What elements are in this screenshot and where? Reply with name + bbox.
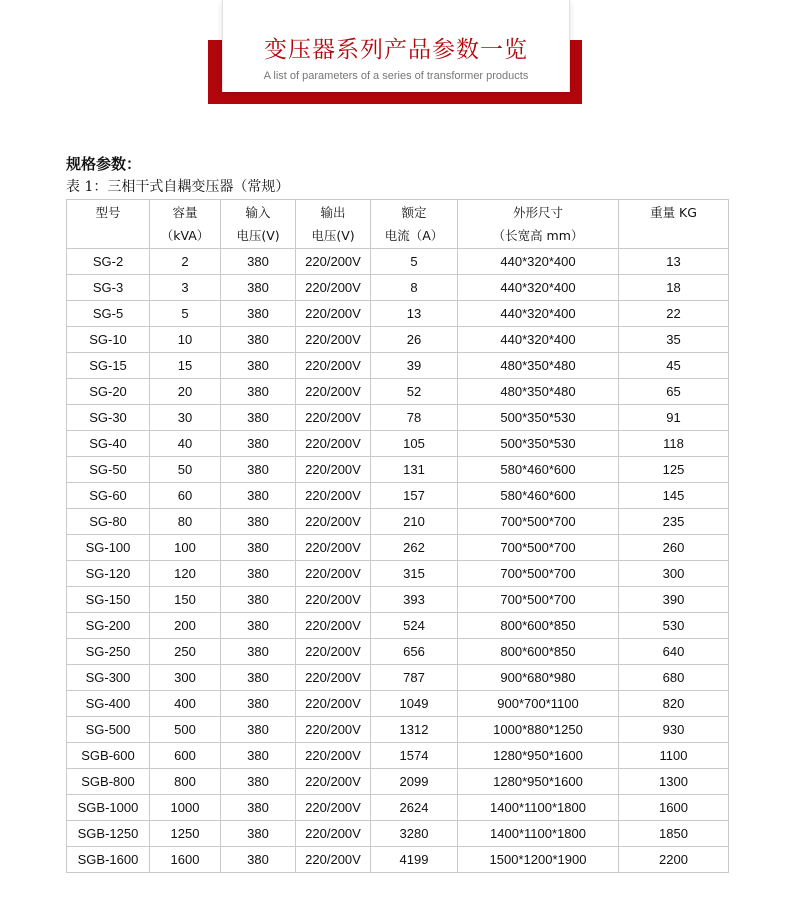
column-header-line1: 型号 <box>95 205 121 220</box>
parameters-table <box>66 199 729 873</box>
table-cell-input-voltage: 380 <box>221 379 296 405</box>
table-cell-dimensions: 800*600*850 <box>458 613 619 639</box>
table-cell-weight: 1300 <box>619 769 729 795</box>
table-cell-dimensions: 1500*1200*1900 <box>458 847 619 873</box>
table-cell-capacity: 15 <box>150 353 221 379</box>
table-row <box>67 821 729 847</box>
table-cell-weight: 1100 <box>619 743 729 769</box>
table-cell-capacity: 40 <box>150 431 221 457</box>
table-cell-dimensions: 700*500*700 <box>458 561 619 587</box>
table-cell-model: SG-200 <box>67 613 150 639</box>
table-cell-model: SGB-1600 <box>67 847 150 873</box>
table-cell-rated-current: 52 <box>371 379 458 405</box>
table-cell-capacity: 100 <box>150 535 221 561</box>
table-cell-model: SG-300 <box>67 665 150 691</box>
table-cell-input-voltage: 380 <box>221 743 296 769</box>
table-cell-output-voltage: 220/200V <box>296 431 371 457</box>
table-cell-input-voltage: 380 <box>221 561 296 587</box>
table-cell-model: SG-150 <box>67 587 150 613</box>
table-cell-output-voltage: 220/200V <box>296 249 371 275</box>
table-cell-rated-current: 210 <box>371 509 458 535</box>
table-cell-capacity: 600 <box>150 743 221 769</box>
table-cell-output-voltage: 220/200V <box>296 691 371 717</box>
table-cell-capacity: 20 <box>150 379 221 405</box>
table-cell-rated-current: 262 <box>371 535 458 561</box>
table-cell-dimensions: 480*350*480 <box>458 353 619 379</box>
table-cell-output-voltage: 220/200V <box>296 275 371 301</box>
table-cell-dimensions: 440*320*400 <box>458 327 619 353</box>
table-row <box>67 561 729 587</box>
table-cell-output-voltage: 220/200V <box>296 483 371 509</box>
table-cell-rated-current: 1574 <box>371 743 458 769</box>
table-cell-weight: 820 <box>619 691 729 717</box>
column-header-line1: 额定 <box>401 205 427 220</box>
table-cell-output-voltage: 220/200V <box>296 613 371 639</box>
table-cell-input-voltage: 380 <box>221 535 296 561</box>
table-cell-dimensions: 900*680*980 <box>458 665 619 691</box>
table-cell-rated-current: 105 <box>371 431 458 457</box>
table-cell-capacity: 150 <box>150 587 221 613</box>
table-cell-capacity: 5 <box>150 301 221 327</box>
table-cell-output-voltage: 220/200V <box>296 535 371 561</box>
table-row <box>67 691 729 717</box>
table-cell-capacity: 200 <box>150 613 221 639</box>
table-cell-weight: 13 <box>619 249 729 275</box>
column-header-line1: 输入 <box>245 205 271 220</box>
table-cell-output-voltage: 220/200V <box>296 769 371 795</box>
table-cell-model: SG-20 <box>67 379 150 405</box>
table-row <box>67 249 729 275</box>
table-cell-dimensions: 580*460*600 <box>458 457 619 483</box>
table-row <box>67 379 729 405</box>
table-cell-output-voltage: 220/200V <box>296 587 371 613</box>
table-row <box>67 795 729 821</box>
table-row <box>67 587 729 613</box>
table-cell-input-voltage: 380 <box>221 665 296 691</box>
table-cell-dimensions: 1000*880*1250 <box>458 717 619 743</box>
table-cell-input-voltage: 380 <box>221 353 296 379</box>
table-cell-input-voltage: 380 <box>221 327 296 353</box>
table-cell-rated-current: 3280 <box>371 821 458 847</box>
table-cell-output-voltage: 220/200V <box>296 717 371 743</box>
table-cell-rated-current: 524 <box>371 613 458 639</box>
table-cell-dimensions: 440*320*400 <box>458 301 619 327</box>
table-cell-rated-current: 26 <box>371 327 458 353</box>
table-cell-input-voltage: 380 <box>221 717 296 743</box>
table-cell-rated-current: 131 <box>371 457 458 483</box>
table-cell-weight: 65 <box>619 379 729 405</box>
table-row <box>67 535 729 561</box>
column-header-line2 <box>619 224 728 247</box>
table-cell-dimensions: 440*320*400 <box>458 275 619 301</box>
table-cell-weight: 640 <box>619 639 729 665</box>
table-cell-model: SG-80 <box>67 509 150 535</box>
table-cell-model: SGB-800 <box>67 769 150 795</box>
table-cell-model: SGB-600 <box>67 743 150 769</box>
table-cell-model: SG-30 <box>67 405 150 431</box>
column-header-line2: （kVA） <box>160 228 210 243</box>
table-cell-rated-current: 157 <box>371 483 458 509</box>
table-cell-capacity: 400 <box>150 691 221 717</box>
table-cell-model: SG-3 <box>67 275 150 301</box>
table-cell-model: SG-120 <box>67 561 150 587</box>
table-cell-input-voltage: 380 <box>221 483 296 509</box>
table-row <box>67 405 729 431</box>
table-cell-weight: 300 <box>619 561 729 587</box>
table-cell-rated-current: 393 <box>371 587 458 613</box>
table-cell-output-voltage: 220/200V <box>296 509 371 535</box>
table-cell-rated-current: 39 <box>371 353 458 379</box>
column-header-input-voltage <box>221 200 296 249</box>
table-cell-weight: 91 <box>619 405 729 431</box>
table-cell-weight: 680 <box>619 665 729 691</box>
table-cell-output-voltage: 220/200V <box>296 743 371 769</box>
table-cell-input-voltage: 380 <box>221 795 296 821</box>
table-cell-model: SG-40 <box>67 431 150 457</box>
table-cell-weight: 2200 <box>619 847 729 873</box>
table-row <box>67 275 729 301</box>
table-cell-input-voltage: 380 <box>221 587 296 613</box>
table-cell-dimensions: 500*350*530 <box>458 405 619 431</box>
table-cell-model: SG-10 <box>67 327 150 353</box>
table-cell-capacity: 80 <box>150 509 221 535</box>
table-row <box>67 457 729 483</box>
table-row <box>67 613 729 639</box>
table-cell-capacity: 300 <box>150 665 221 691</box>
table-cell-capacity: 1250 <box>150 821 221 847</box>
table-cell-input-voltage: 380 <box>221 639 296 665</box>
table-cell-dimensions: 500*350*530 <box>458 431 619 457</box>
column-header-rated-current <box>371 200 458 249</box>
column-header-line2: （长宽高 mm） <box>492 228 584 243</box>
column-header-line2: 电压(V) <box>236 228 280 243</box>
table-row <box>67 717 729 743</box>
table-cell-rated-current: 1049 <box>371 691 458 717</box>
column-header-model <box>67 200 150 249</box>
table-cell-dimensions: 480*350*480 <box>458 379 619 405</box>
table-cell-output-voltage: 220/200V <box>296 795 371 821</box>
table-cell-input-voltage: 380 <box>221 431 296 457</box>
table-row <box>67 483 729 509</box>
table-cell-model: SG-5 <box>67 301 150 327</box>
table-cell-model: SG-2 <box>67 249 150 275</box>
column-header-line1: 容量 <box>172 205 198 220</box>
table-cell-dimensions: 700*500*700 <box>458 535 619 561</box>
table-cell-input-voltage: 380 <box>221 457 296 483</box>
table-cell-input-voltage: 380 <box>221 275 296 301</box>
table-cell-output-voltage: 220/200V <box>296 821 371 847</box>
table-cell-weight: 22 <box>619 301 729 327</box>
page-subtitle: A list of parameters of a series of transformer products <box>263 70 529 82</box>
table-cell-weight: 35 <box>619 327 729 353</box>
column-header-output-voltage <box>296 200 371 249</box>
table-row <box>67 301 729 327</box>
table-row <box>67 743 729 769</box>
column-header-line1: 重量 KG <box>650 205 697 220</box>
table-cell-input-voltage: 380 <box>221 405 296 431</box>
table-cell-output-voltage: 220/200V <box>296 665 371 691</box>
table-cell-weight: 1600 <box>619 795 729 821</box>
table-cell-model: SG-50 <box>67 457 150 483</box>
table-cell-weight: 235 <box>619 509 729 535</box>
column-header-capacity <box>150 200 221 249</box>
table-cell-rated-current: 5 <box>371 249 458 275</box>
table-cell-input-voltage: 380 <box>221 769 296 795</box>
table-cell-rated-current: 656 <box>371 639 458 665</box>
table-cell-input-voltage: 380 <box>221 691 296 717</box>
column-header-weight <box>619 200 729 249</box>
table-cell-dimensions: 580*460*600 <box>458 483 619 509</box>
table-cell-model: SGB-1250 <box>67 821 150 847</box>
page-title: 变压器系列产品参数一览 <box>264 37 528 63</box>
table-cell-output-voltage: 220/200V <box>296 639 371 665</box>
column-header-line2: 电压(V) <box>311 228 355 243</box>
table-cell-output-voltage: 220/200V <box>296 847 371 873</box>
column-header-line1: 输出 <box>320 205 346 220</box>
table-cell-dimensions: 700*500*700 <box>458 587 619 613</box>
table-cell-output-voltage: 220/200V <box>296 379 371 405</box>
table-cell-weight: 1850 <box>619 821 729 847</box>
table-cell-model: SGB-1000 <box>67 795 150 821</box>
table-cell-rated-current: 78 <box>371 405 458 431</box>
column-header-line1: 外形尺寸 <box>512 205 563 220</box>
table-row <box>67 509 729 535</box>
table-cell-capacity: 250 <box>150 639 221 665</box>
table-cell-weight: 18 <box>619 275 729 301</box>
table-cell-weight: 530 <box>619 613 729 639</box>
table-cell-model: SG-60 <box>67 483 150 509</box>
table-header-row <box>67 200 729 249</box>
table-cell-output-voltage: 220/200V <box>296 301 371 327</box>
table-row <box>67 847 729 873</box>
table-cell-weight: 260 <box>619 535 729 561</box>
table-cell-dimensions: 1400*1100*1800 <box>458 795 619 821</box>
table-row <box>67 769 729 795</box>
table-cell-weight: 45 <box>619 353 729 379</box>
table-cell-input-voltage: 380 <box>221 821 296 847</box>
table-cell-rated-current: 2624 <box>371 795 458 821</box>
table-caption: 表 1：三相干式自耦变压器（常规） <box>66 179 290 195</box>
table-cell-dimensions: 900*700*1100 <box>458 691 619 717</box>
table-cell-capacity: 1000 <box>150 795 221 821</box>
table-cell-weight: 390 <box>619 587 729 613</box>
table-cell-capacity: 800 <box>150 769 221 795</box>
table-cell-rated-current: 315 <box>371 561 458 587</box>
table-row <box>67 639 729 665</box>
table-cell-dimensions: 1400*1100*1800 <box>458 821 619 847</box>
table-cell-weight: 118 <box>619 431 729 457</box>
spec-heading: 规格参数： <box>66 155 142 173</box>
table-cell-dimensions: 700*500*700 <box>458 509 619 535</box>
column-header-dimensions <box>458 200 619 249</box>
table-cell-input-voltage: 380 <box>221 847 296 873</box>
table-cell-output-voltage: 220/200V <box>296 353 371 379</box>
table-cell-rated-current: 4199 <box>371 847 458 873</box>
table-cell-output-voltage: 220/200V <box>296 327 371 353</box>
table-cell-capacity: 120 <box>150 561 221 587</box>
table-cell-output-voltage: 220/200V <box>296 405 371 431</box>
table-cell-input-voltage: 380 <box>221 301 296 327</box>
table-cell-dimensions: 440*320*400 <box>458 249 619 275</box>
table-cell-input-voltage: 380 <box>221 613 296 639</box>
table-cell-dimensions: 1280*950*1600 <box>458 743 619 769</box>
table-cell-rated-current: 2099 <box>371 769 458 795</box>
table-cell-output-voltage: 220/200V <box>296 457 371 483</box>
column-header-line2: 电流（A） <box>384 228 444 243</box>
table-cell-output-voltage: 220/200V <box>296 561 371 587</box>
table-cell-model: SG-15 <box>67 353 150 379</box>
table-row <box>67 353 729 379</box>
table-row <box>67 327 729 353</box>
table-cell-input-voltage: 380 <box>221 509 296 535</box>
table-cell-input-voltage: 380 <box>221 249 296 275</box>
table-cell-capacity: 10 <box>150 327 221 353</box>
table-cell-weight: 145 <box>619 483 729 509</box>
table-cell-dimensions: 800*600*850 <box>458 639 619 665</box>
table-cell-model: SG-100 <box>67 535 150 561</box>
table-row <box>67 665 729 691</box>
table-cell-rated-current: 13 <box>371 301 458 327</box>
table-cell-weight: 125 <box>619 457 729 483</box>
table-cell-dimensions: 1280*950*1600 <box>458 769 619 795</box>
table-cell-capacity: 50 <box>150 457 221 483</box>
table-cell-model: SG-250 <box>67 639 150 665</box>
table-cell-capacity: 30 <box>150 405 221 431</box>
table-cell-model: SG-400 <box>67 691 150 717</box>
table-cell-rated-current: 8 <box>371 275 458 301</box>
table-cell-capacity: 500 <box>150 717 221 743</box>
table-cell-capacity: 3 <box>150 275 221 301</box>
table-row <box>67 431 729 457</box>
table-cell-rated-current: 1312 <box>371 717 458 743</box>
table-cell-capacity: 60 <box>150 483 221 509</box>
table-cell-model: SG-500 <box>67 717 150 743</box>
table-cell-capacity: 1600 <box>150 847 221 873</box>
header-banner-card <box>222 0 570 92</box>
table-cell-rated-current: 787 <box>371 665 458 691</box>
table-cell-weight: 930 <box>619 717 729 743</box>
table-body <box>67 249 729 873</box>
column-header-line2 <box>67 224 149 247</box>
table-cell-capacity: 2 <box>150 249 221 275</box>
